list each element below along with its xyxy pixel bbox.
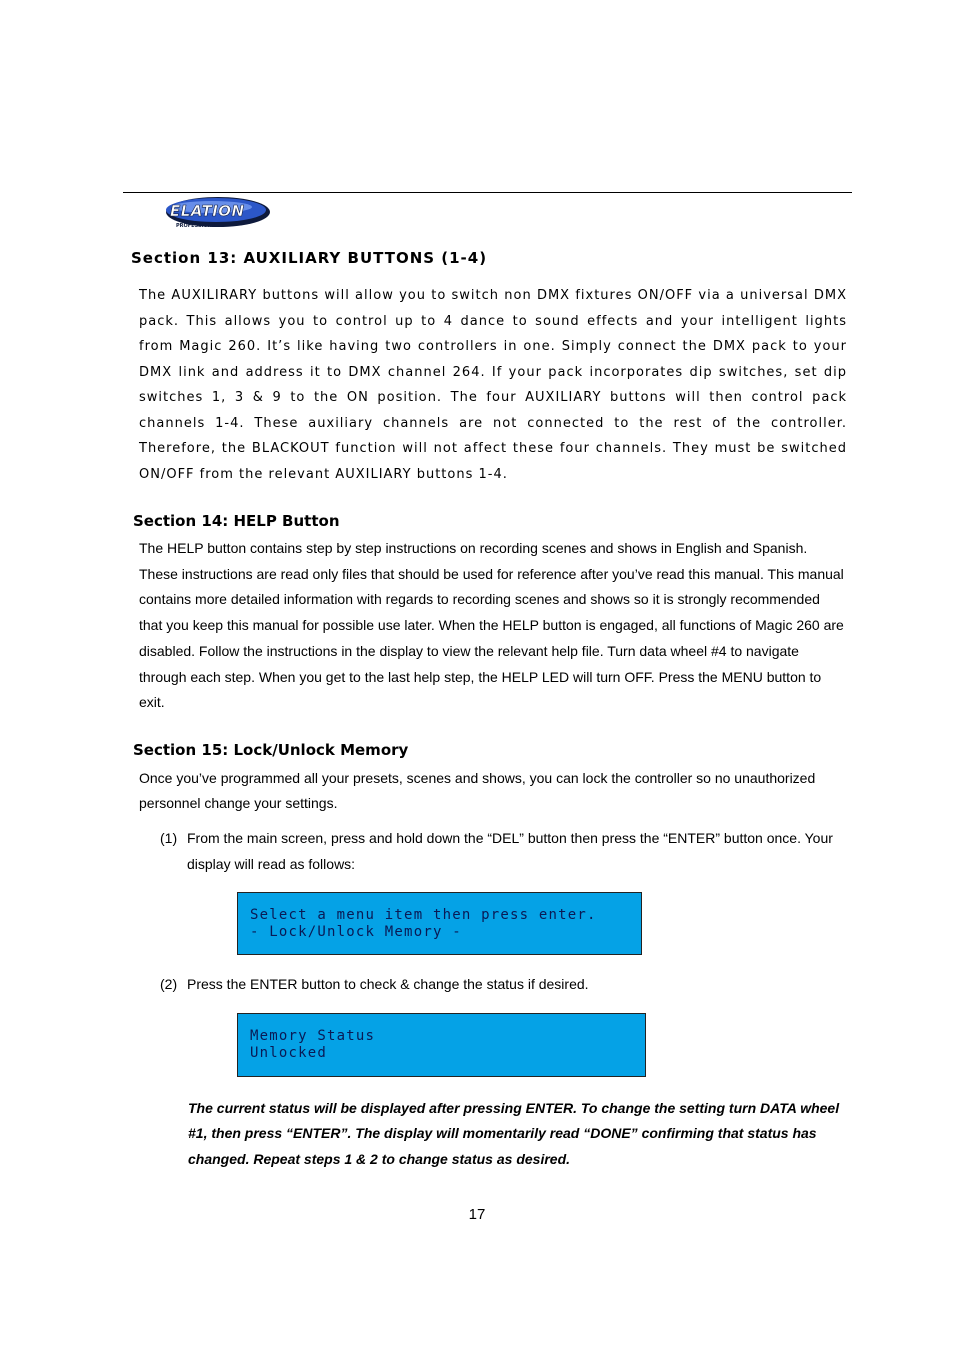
step-1-text: From the main screen, press and hold down the “DEL” button then press the “ENTER” button once. Your display will read as follows:	[187, 830, 833, 872]
section-14-body: The HELP button contains step by step instructions on recording scenes and shows in English and Spanish. These instructions are read only files that should be used for reference after you’ve read this manual. This manual contains more detailed information with regards to recording scenes and shows so it is strongly recommended that you keep this manual for possible use later. When the HELP button is engaged, all functions of Magic 260 are disabled. Follow the instructions in the display to view the relevant help file. Turn data wheel #4 to navigate through each step. When you get to the last help step, the HELP LED will turn OFF. Press the MENU button to exit.	[139, 540, 844, 711]
lcd-line-1: Memory Status	[250, 1028, 376, 1044]
section-15-body: Once you’ve programmed all your presets, scenes and shows, you can lock the controller so no unauthorized personnel change your settings.	[139, 770, 816, 811]
page-number: 17	[468, 1206, 486, 1223]
lcd-line-2: - Lock/Unlock Memory -	[250, 924, 462, 940]
step-2-number: (2)	[160, 976, 178, 992]
lcd-display-memory-status	[237, 1013, 646, 1077]
step-2-text: Press the ENTER button to check & change the status if desired.	[187, 976, 589, 992]
header-rule	[123, 192, 852, 193]
section-14-title: Section 14: HELP Button	[133, 512, 340, 530]
status-note: The current status will be displayed after pressing ENTER. To change the setting turn DATA wheel #1, then press “ENTER”. The display will momentarily read “DONE” confirming that status has changed. Repeat steps 1 & 2 to change status as desired.	[188, 1100, 840, 1167]
section-15-title: Section 15: Lock/Unlock Memory	[133, 741, 409, 759]
section-13-title: Section 13: AUXILIARY BUTTONS (1-4)	[131, 249, 488, 267]
section-13-body: The AUXILIRARY buttons will allow you to switch non DMX fixtures ON/OFF via a universal DMX pack. This allows you to control up to 4 dance to sound effects and your intelligent lights from Magic 260. It’s like having two controllers in one. Simply connect the DMX pack to your DMX link and address it to DMX channel 264. If your pack incorporates dip switches, set dip switches 1, 3 & 9 to the ON position. The four AUXILIARY buttons will then control pack channels 1-4. These auxiliary channels are not connected to the rest of the controller. Therefore, the BLACKOUT function will not affect these four channels. They must be switched ON/OFF from the relevant AUXILIARY buttons 1-4.	[139, 288, 847, 482]
step-1-number: (1)	[160, 830, 178, 846]
lcd-line-1: Select a menu item then press enter.	[250, 907, 597, 923]
lcd-line-2: Unlocked	[250, 1045, 328, 1061]
step-2	[160, 972, 850, 998]
logo-subtext: PROFESSIONAL	[176, 223, 219, 229]
lcd-display-menu	[237, 892, 642, 955]
logo-text: ELATION	[170, 202, 245, 220]
elation-logo	[160, 194, 272, 232]
step-1	[160, 826, 850, 877]
